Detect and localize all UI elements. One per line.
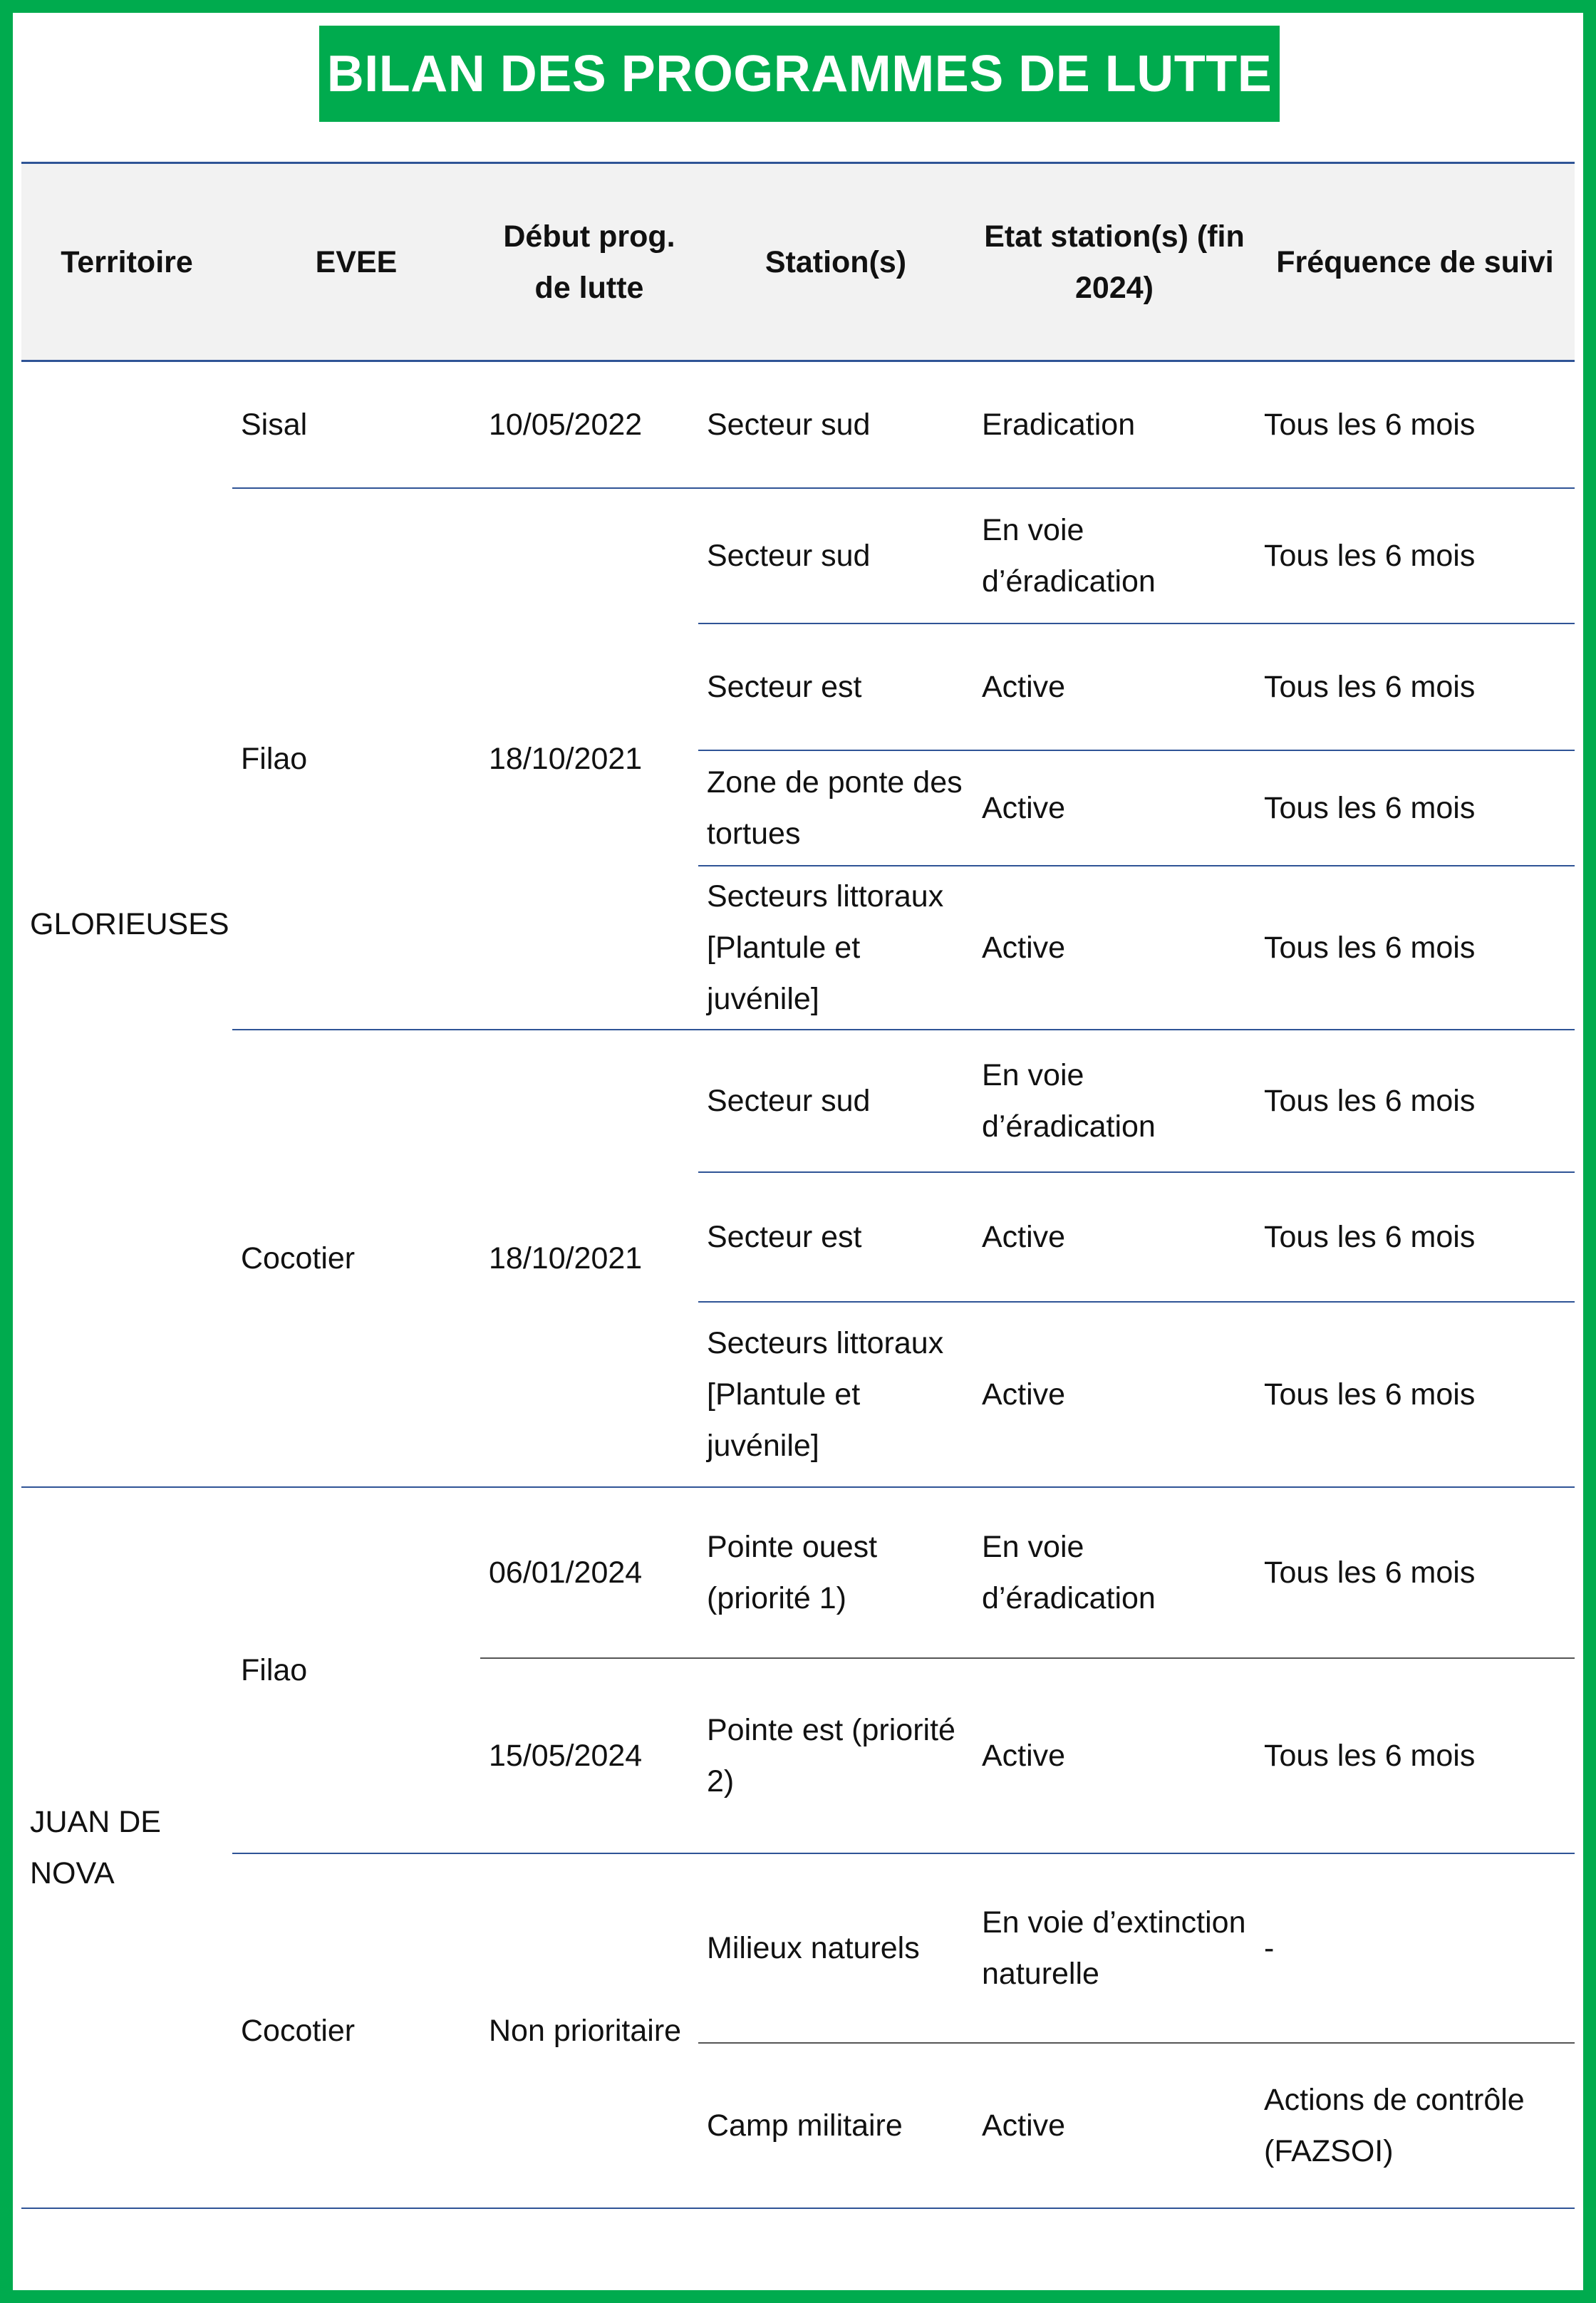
station-cell: Pointe ouest (priorité 1)	[698, 1487, 973, 1658]
frequency-cell: Tous les 6 mois	[1255, 1030, 1575, 1172]
frequency-cell: Tous les 6 mois	[1255, 1658, 1575, 1853]
table-row	[21, 1487, 1575, 1658]
status-cell: Active	[973, 1172, 1255, 1302]
status-cell: En voie d’éradication	[973, 1487, 1255, 1658]
start-date-cell: 15/05/2024	[480, 1658, 698, 1853]
page-title: BILAN DES PROGRAMMES DE LUTTE	[319, 26, 1280, 122]
start-date-cell: 06/01/2024	[480, 1487, 698, 1658]
status-cell: En voie d’éradication	[973, 488, 1255, 623]
start-date-cell: 18/10/2021	[480, 1030, 698, 1487]
station-cell: Camp militaire	[698, 2043, 973, 2208]
status-cell: Eradication	[973, 361, 1255, 488]
frequency-cell: Tous les 6 mois	[1255, 1302, 1575, 1487]
status-cell: En voie d’extinction naturelle	[973, 1853, 1255, 2043]
evee-cell: Cocotier	[232, 1030, 480, 1487]
frequency-cell: Tous les 6 mois	[1255, 1487, 1575, 1658]
status-cell: Active	[973, 2043, 1255, 2208]
evee-cell: Filao	[232, 488, 480, 1030]
column-header-frequence: Fréquence de suivi	[1255, 163, 1575, 361]
territory-cell: GLORIEUSES	[21, 361, 232, 1487]
table-row	[21, 1853, 1575, 2043]
station-cell: Secteur sud	[698, 488, 973, 623]
territory-cell: JUAN DE NOVA	[21, 1487, 232, 2208]
column-header-evee: EVEE	[232, 163, 480, 361]
station-cell: Secteurs littoraux [Plantule et juvénile]	[698, 866, 973, 1030]
station-cell: Milieux naturels	[698, 1853, 973, 2043]
status-cell: Active	[973, 1658, 1255, 1853]
status-cell: En voie d’éradication	[973, 1030, 1255, 1172]
start-date-cell: 18/10/2021	[480, 488, 698, 1030]
status-cell: Active	[973, 623, 1255, 750]
status-cell: Active	[973, 1302, 1255, 1487]
column-header-debut: Début prog. de lutte	[480, 163, 698, 361]
frequency-cell: Tous les 6 mois	[1255, 488, 1575, 623]
evee-cell: Sisal	[232, 361, 480, 488]
station-cell: Secteurs littoraux [Plantule et juvénile]	[698, 1302, 973, 1487]
column-header-territoire: Territoire	[21, 163, 232, 361]
evee-cell: Filao	[232, 1487, 480, 1853]
frequency-cell: Tous les 6 mois	[1255, 1172, 1575, 1302]
programs-table	[21, 162, 1575, 2209]
table-row	[21, 1030, 1575, 1172]
frequency-cell: -	[1255, 1853, 1575, 2043]
station-cell: Secteur sud	[698, 1030, 973, 1172]
table-header-row	[21, 163, 1575, 361]
station-cell: Secteur est	[698, 1172, 973, 1302]
station-cell: Pointe est (priorité 2)	[698, 1658, 973, 1853]
frequency-cell: Tous les 6 mois	[1255, 750, 1575, 866]
station-cell: Zone de ponte des tortues	[698, 750, 973, 866]
table-row	[21, 361, 1575, 488]
frequency-cell: Actions de contrôle (FAZSOI)	[1255, 2043, 1575, 2208]
station-cell: Secteur sud	[698, 361, 973, 488]
frequency-cell: Tous les 6 mois	[1255, 623, 1575, 750]
frequency-cell: Tous les 6 mois	[1255, 361, 1575, 488]
column-header-stations: Station(s)	[698, 163, 973, 361]
status-cell: Active	[973, 866, 1255, 1030]
frequency-cell: Tous les 6 mois	[1255, 866, 1575, 1030]
start-date-cell: Non prioritaire	[480, 1853, 698, 2208]
status-cell: Active	[973, 750, 1255, 866]
start-date-cell: 10/05/2022	[480, 361, 698, 488]
evee-cell: Cocotier	[232, 1853, 480, 2208]
station-cell: Secteur est	[698, 623, 973, 750]
table-row	[21, 488, 1575, 623]
column-header-etat: Etat station(s) (fin 2024)	[973, 163, 1255, 361]
